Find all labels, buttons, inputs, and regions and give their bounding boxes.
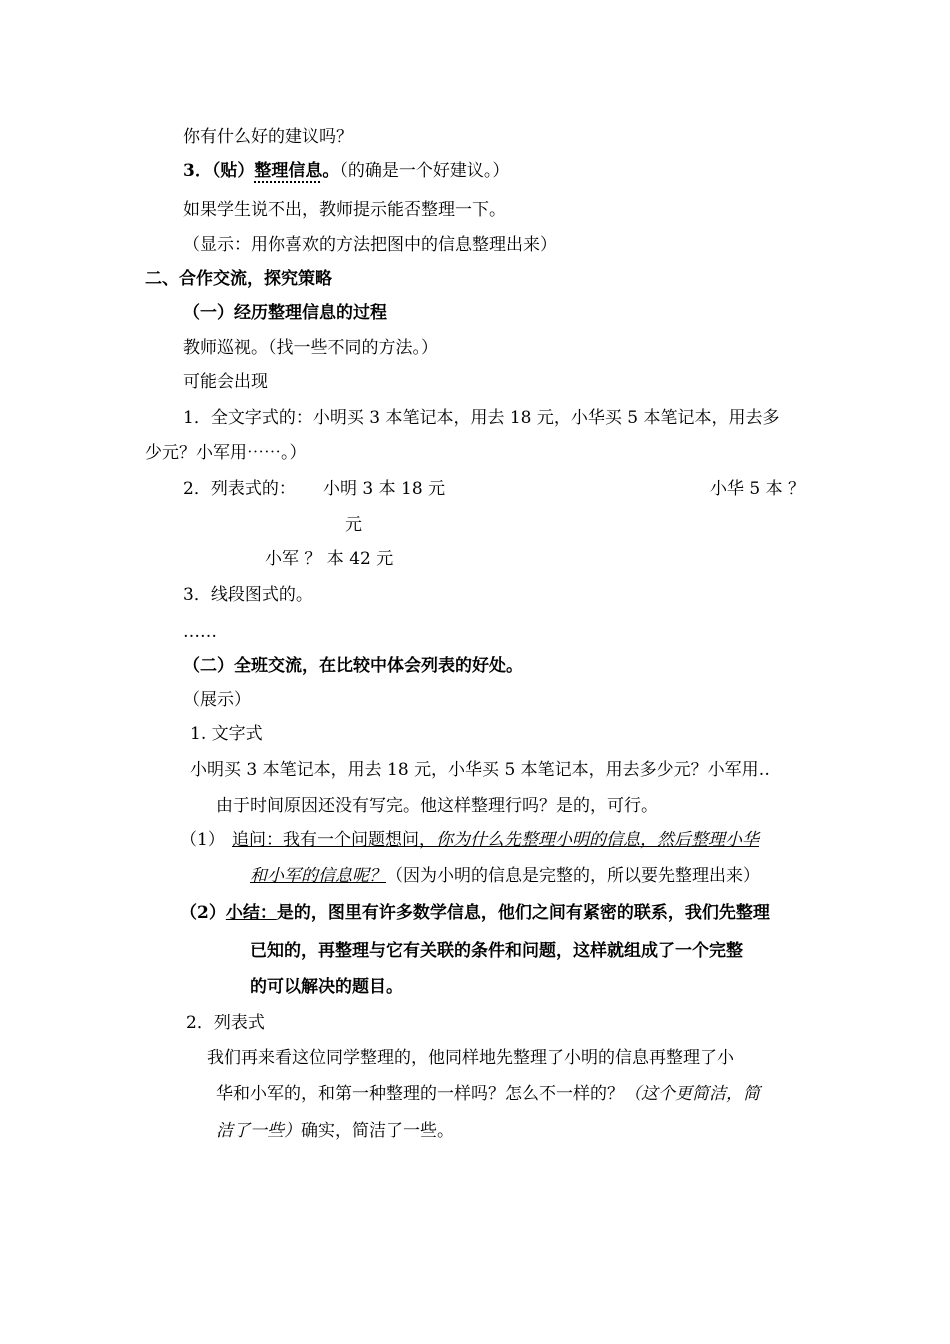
- item-number: 3．: [183, 161, 212, 181]
- display-label: （展示）: [183, 690, 251, 710]
- intro-line-2: [183, 160, 509, 182]
- method-2-xiaojun: 小军 ？ 本 42 元: [265, 549, 394, 569]
- text-style-title: 1. 文字式: [190, 724, 263, 744]
- subsection-heading-2: （二）全班交流，在比较中体会列表的好处。: [183, 656, 523, 676]
- summary-text-a: 是的，图里有许多数学信息，他们之间有紧密的联系，我们先整理: [276, 903, 770, 923]
- summary-line-3: 的可以解决的题目。: [250, 977, 403, 997]
- question-number: （1）: [180, 830, 225, 850]
- method-1-line-a: 1．全文字式的：小明买 3 本笔记本，用去 18 元，小华买 5 本笔记本，用去多: [183, 408, 780, 428]
- method-2-xiaoming: 小明 3 本 18 元: [323, 479, 446, 499]
- table-answer-italic: （这个更简洁，简: [624, 1084, 760, 1104]
- ellipsis: ……: [183, 622, 217, 642]
- table-style-title: 2．列表式: [186, 1013, 265, 1033]
- intro-line-1: 你有什么好的建议吗？: [183, 127, 353, 147]
- question-line-2: [250, 865, 760, 887]
- text-style-line-2: 由于时间原因还没有写完。他这样整理行吗？是的，可行。: [216, 796, 658, 816]
- method-2-label: 2．列表式的：: [183, 479, 296, 499]
- question-lead: 追问：我有一个问题想问，: [232, 830, 436, 850]
- intro-line-3: 如果学生说不出，教师提示能否整理一下。: [183, 200, 506, 220]
- table-question: 华和小军的，和第一种整理的一样吗？怎么不一样的？: [216, 1084, 624, 1104]
- key-phrase: 整理信息: [254, 161, 323, 181]
- question-italic: 你为什么先整理小明的信息，然后整理小华: [436, 830, 759, 850]
- summary-line-2: 已知的，再整理与它有关联的条件和问题，这样就组成了一个完整: [250, 941, 743, 961]
- summary-line-1: [180, 902, 770, 924]
- table-answer-italic-end: 洁了一些）: [216, 1121, 301, 1141]
- summary-number: （2）: [180, 903, 226, 923]
- method-2-xiaohua: 小华 5 本 ？: [710, 479, 806, 499]
- subsection-heading-1: （一）经历整理信息的过程: [183, 303, 387, 323]
- intro-line-4: （显示：用你喜欢的方法把图中的信息整理出来）: [183, 235, 557, 255]
- method-1-line-b: 少元？小军用⋯⋯。）: [145, 443, 307, 463]
- question-answer: （因为小明的信息是完整的，所以要先整理出来）: [386, 866, 760, 886]
- period: 。: [322, 161, 340, 181]
- question-line-1: [232, 829, 759, 851]
- table-style-line-3: [216, 1120, 454, 1142]
- table-style-line-2: [216, 1083, 760, 1105]
- summary-key: 小结：: [225, 903, 277, 923]
- section-heading: 二、合作交流，探究策略: [145, 269, 332, 289]
- paragraph-tour: 教师巡视。（找一些不同的方法。）: [183, 338, 438, 358]
- note-text: （的确是一个好建议。）: [339, 161, 510, 181]
- tag-text: （贴）: [211, 161, 255, 181]
- text-style-line-1: 小明买 3 本笔记本，用去 18 元，小华买 5 本笔记本，用去多少元？小军用‥: [190, 760, 771, 780]
- method-2-unit: 元: [345, 515, 362, 535]
- paragraph-may-appear: 可能会出现: [183, 372, 268, 392]
- method-3: 3．线段图式的。: [183, 585, 313, 605]
- question-italic-end: 和小军的信息呢？: [250, 866, 386, 886]
- table-confirm: 确实，简洁了一些。: [301, 1121, 454, 1141]
- table-style-line-1: 我们再来看这位同学整理的，他同样地先整理了小明的信息再整理了小: [207, 1048, 734, 1068]
